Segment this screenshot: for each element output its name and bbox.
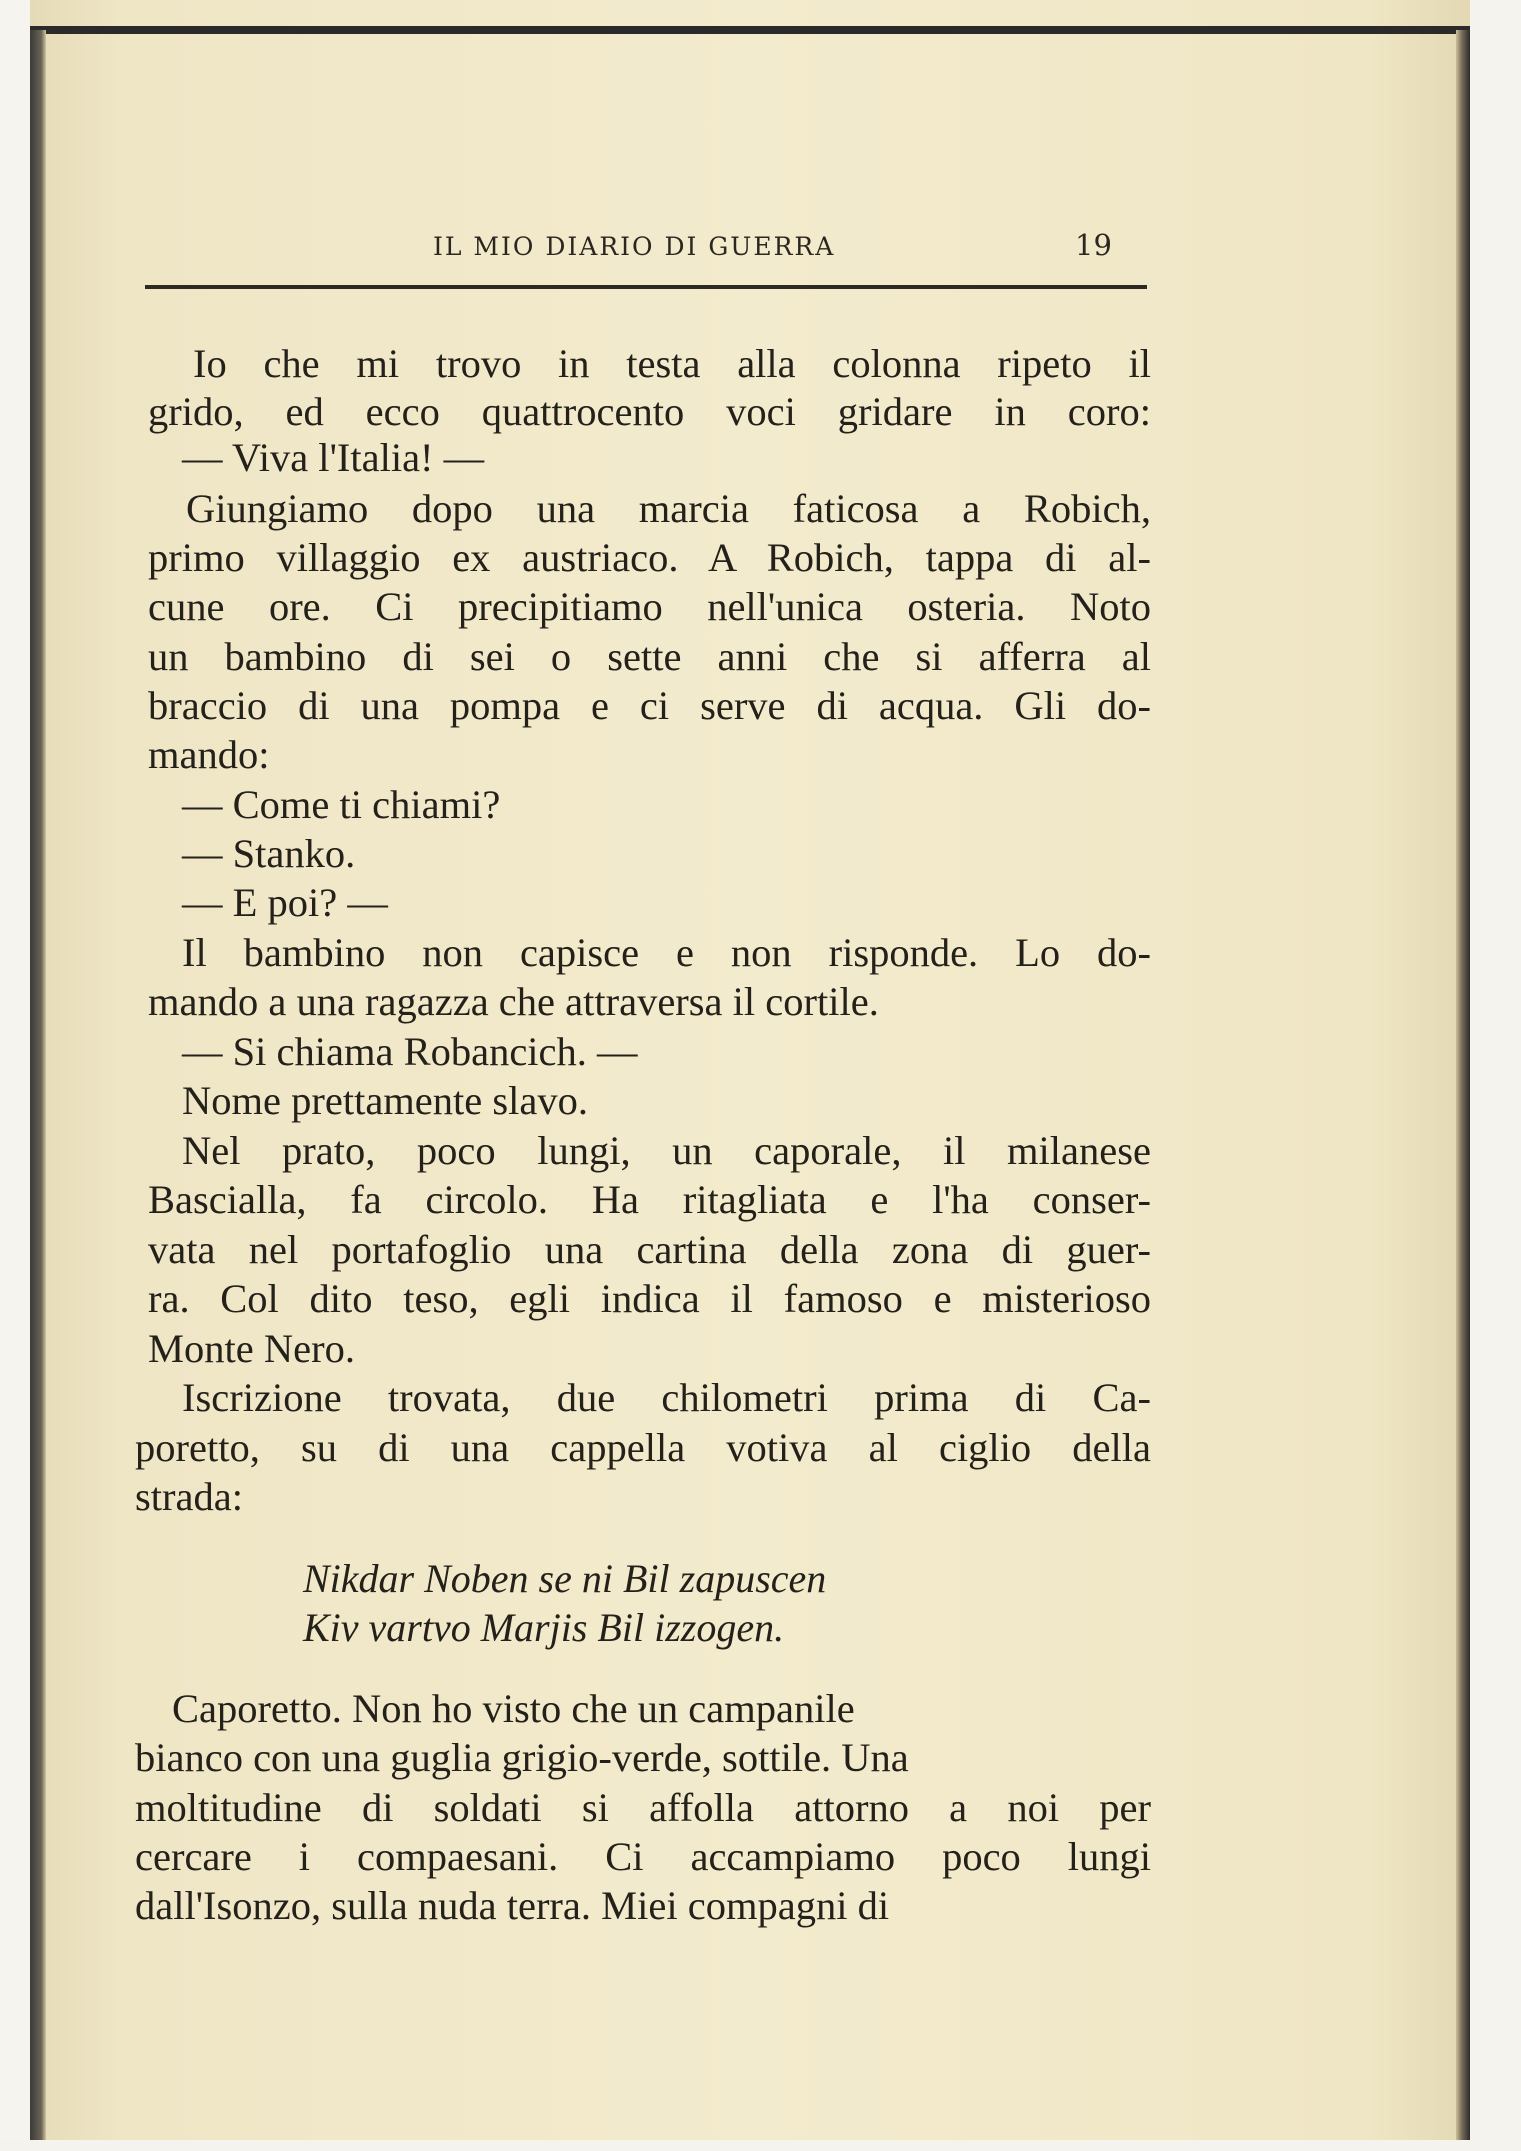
header-rule: [145, 285, 1147, 289]
text-line: — Come ti chiami?: [182, 782, 501, 827]
text-line: Io che mi trovo in testa alla colonna ripeto il: [193, 341, 1151, 386]
text-line: mando:: [148, 732, 270, 777]
text-line: Caporetto. Non ho visto che un campanile: [172, 1686, 855, 1731]
page-right-edge: [1456, 30, 1470, 2140]
text-line: poretto, su di una cappella votiva al ciglio della: [135, 1425, 1151, 1470]
text-line: grido, ed ecco quattrocento voci gridare in coro:: [148, 389, 1151, 434]
text-line: mando a una ragazza che attraversa il cortile.: [148, 979, 879, 1024]
page-number: 19: [1075, 228, 1112, 262]
text-line: — Si chiama Robancich. —: [182, 1029, 638, 1074]
text-line: — Viva l'Italia! —: [182, 435, 485, 480]
text-line: ra. Col dito teso, egli indica il famoso e misterioso: [148, 1276, 1151, 1321]
text-line: — E poi? —: [182, 880, 388, 925]
text-line: strada:: [135, 1474, 243, 1519]
running-head: [145, 228, 1145, 272]
text-line: cercare i compaesani. Ci accampiamo poco lungi: [135, 1834, 1151, 1879]
text-line: Il bambino non capisce e non risponde. Lo do-: [182, 930, 1151, 975]
text-line: Nel prato, poco lungi, un caporale, il milanese: [182, 1128, 1151, 1173]
text-line: Iscrizione trovata, due chilometri prima di Ca-: [182, 1375, 1151, 1420]
inscription-line: Nikdar Noben se ni Bil zapuscen: [303, 1556, 827, 1601]
text-line: — Stanko.: [182, 831, 356, 876]
text-line: Nome prettamente slavo.: [182, 1078, 588, 1123]
text-line: braccio di una pompa e ci serve di acqua. Gli do-: [148, 683, 1151, 728]
text-line: cune ore. Ci precipitiamo nell'unica osteria. Noto: [148, 584, 1151, 629]
right-margin: [1470, 0, 1521, 2151]
bottom-margin: [0, 2140, 1521, 2151]
left-margin: [0, 0, 30, 2151]
text-line: un bambino di sei o sette anni che si afferra al: [148, 634, 1151, 679]
text-line: Giungiamo dopo una marcia faticosa a Robich,: [186, 486, 1151, 531]
book-spine-shadow: [30, 30, 46, 2140]
text-line: Monte Nero.: [148, 1326, 355, 1371]
inscription-line: Kiv vartvo Marjis Bil izzogen.: [303, 1605, 785, 1650]
text-line: dall'Isonzo, sulla nuda terra. Miei compagni di: [135, 1883, 890, 1928]
text-line: bianco con una guglia grigio-verde, sottile. Una: [135, 1735, 909, 1780]
text-line: vata nel portafoglio una cartina della zona di guer-: [148, 1227, 1151, 1272]
text-line: moltitudine di soldati si affolla attorno a noi per: [135, 1785, 1151, 1830]
text-line: Bascialla, fa circolo. Ha ritagliata e l'ha conser-: [148, 1177, 1151, 1222]
page-top-edge: [30, 26, 1470, 34]
running-title: IL MIO DIARIO DI GUERRA: [433, 232, 836, 261]
text-line: primo villaggio ex austriaco. A Robich, tappa di al-: [148, 535, 1151, 580]
